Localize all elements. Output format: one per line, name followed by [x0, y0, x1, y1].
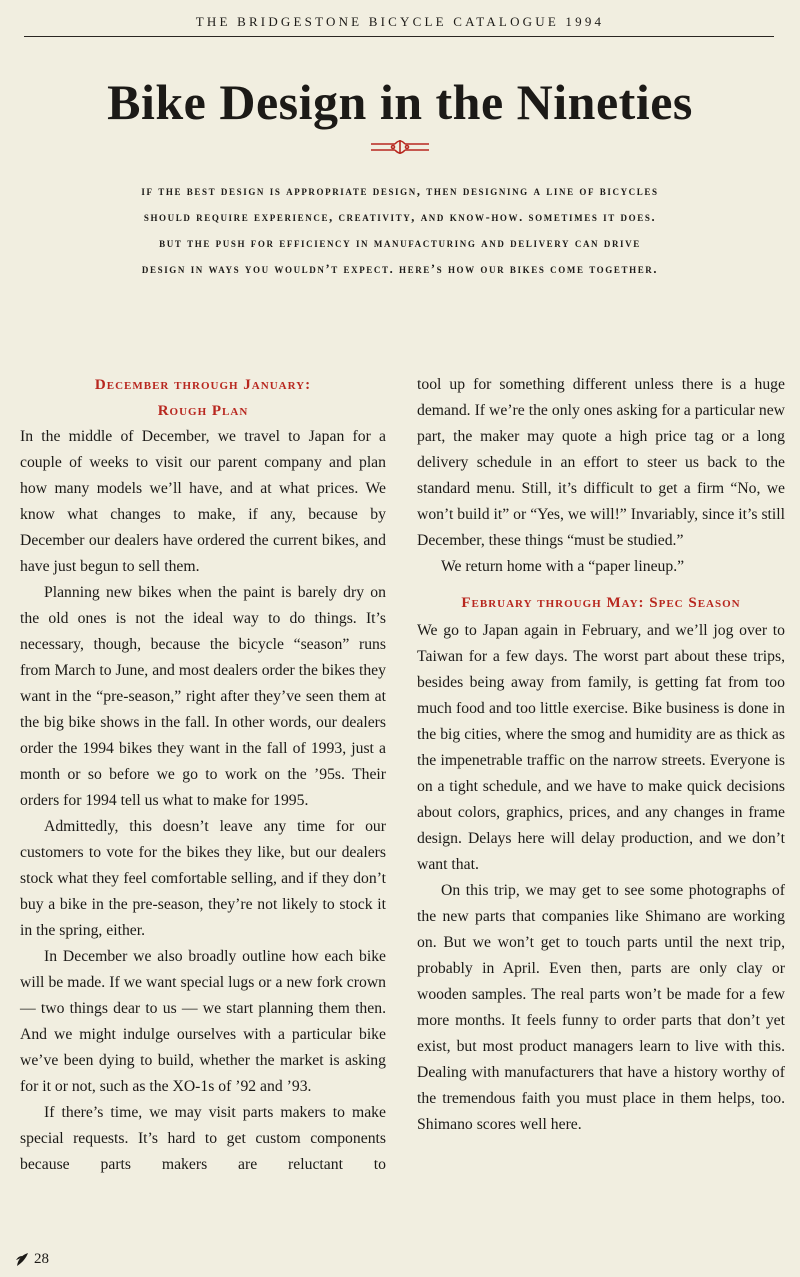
running-head: THE BRIDGESTONE BICYCLE CATALOGUE 1994: [195, 14, 605, 29]
column-right-text: [417, 372, 785, 1138]
paragraph: Admittedly, this doesn’t leave any time for our customers to vote for the bikes they like, but our dealers stock what they feel comfortable selling, and if they don’t buy a bike in the pre-season, they’re not likely to stock it in the spring, either.: [20, 818, 386, 939]
paragraph: In the middle of December, we travel to Japan for a couple of weeks to visit our parent company and plan how many models we’ll have, and at what prices. We know what changes to make, if any, because by December our dealers have ordered the current bikes, and have just begun to sell them.: [20, 428, 386, 575]
column-left: [20, 372, 386, 1178]
paragraph-continued: If there’s time, we may visit parts makers to make special requests. It’s hard to get custom components because parts makers are reluctant to: [20, 1104, 386, 1173]
leaf-ornament-icon: [14, 1250, 30, 1268]
page-number: 28: [34, 1250, 49, 1267]
intro-deck: if the best design is appropriate design, then designing a line of bicycles should require experience, creativity, and know-how. sometimes it does. but the push for efficiency in manufacturing and delivery can drive design in ways you wouldn’t expect. here’s how our bikes come together.: [141, 184, 659, 276]
paragraph: In December we also broadly outline how each bike will be made. If we want special lugs or a new fork crown — two things dear to us — we start planning them then. And we might indulge ourselves with a particular bike we’ve been dying to build, whether the market is asking for it or not, such as the XO-1s of ’92 and ’93.: [20, 948, 386, 1095]
paragraph: On this trip, we may get to see some photographs of the new parts that companies like Shimano are working on. But we won’t get to touch parts until the next trip, probably in April. Even then, parts are only clay or wooden samples. The real parts won’t be made for a few more months. It feels funny to order parts that don’t yet exist, but most product managers learn to live with this. Dealing with manufacturers that have a history worthy of the tremendous faith you must place in them helps, too. Shimano scores well here.: [417, 882, 785, 1133]
section-heading-line-2: Rough Plan: [157, 403, 249, 419]
ornament-icon: [369, 137, 431, 157]
section-heading-december: [20, 372, 386, 424]
paragraph: Planning new bikes when the paint is barely dry on the old ones is not the ideal way to do things. It’s necessary, though, because the bicycle “season” runs from March to June, and most dealers order the bikes they want in the “pre-season,” right after they’ve seen them at the big bike shows in the fall. In other words, our dealers order the 1994 bikes they want in the fall of 1993, just a month or so before we go to work on the ’95s. Their orders for 1994 tell us what to make for 1995.: [20, 584, 386, 809]
header-rule: [24, 36, 774, 37]
section-heading-february: February through May: Spec Season: [461, 595, 741, 611]
paragraph-continuation: tool up for something different unless there is a huge demand. If we’re the only ones asking for a particular new part, the maker may quote a high price tag or a long delivery schedule in an effort to steer us back to the standard menu. Still, it’s difficult to get a firm “No, we won’t build it” or “Yes, we will!” Invariably, since it’s still December, these things “must be studied.”: [417, 376, 785, 549]
paragraph: We go to Japan again in February, and we’ll jog over to Taiwan for a few days. The worst part about these trips, besides being away from family, is getting fat from too much food and too little exercise. Bike business is done in the big cities, where the smog and humidity are as thick as the impenetrable traffic on the narrow streets. Everyone is on a tight schedule, and we have to make quick decisions about colors, graphics, prices, and any changes in frame design. Delays here will delay production, and we don’t want that.: [417, 622, 785, 873]
paragraph: We return home with a “paper lineup.”: [441, 558, 685, 575]
folio: [14, 1250, 49, 1268]
page-title: Bike Design in the Nineties: [107, 74, 693, 130]
section-heading-line-1: December through January:: [94, 377, 312, 393]
